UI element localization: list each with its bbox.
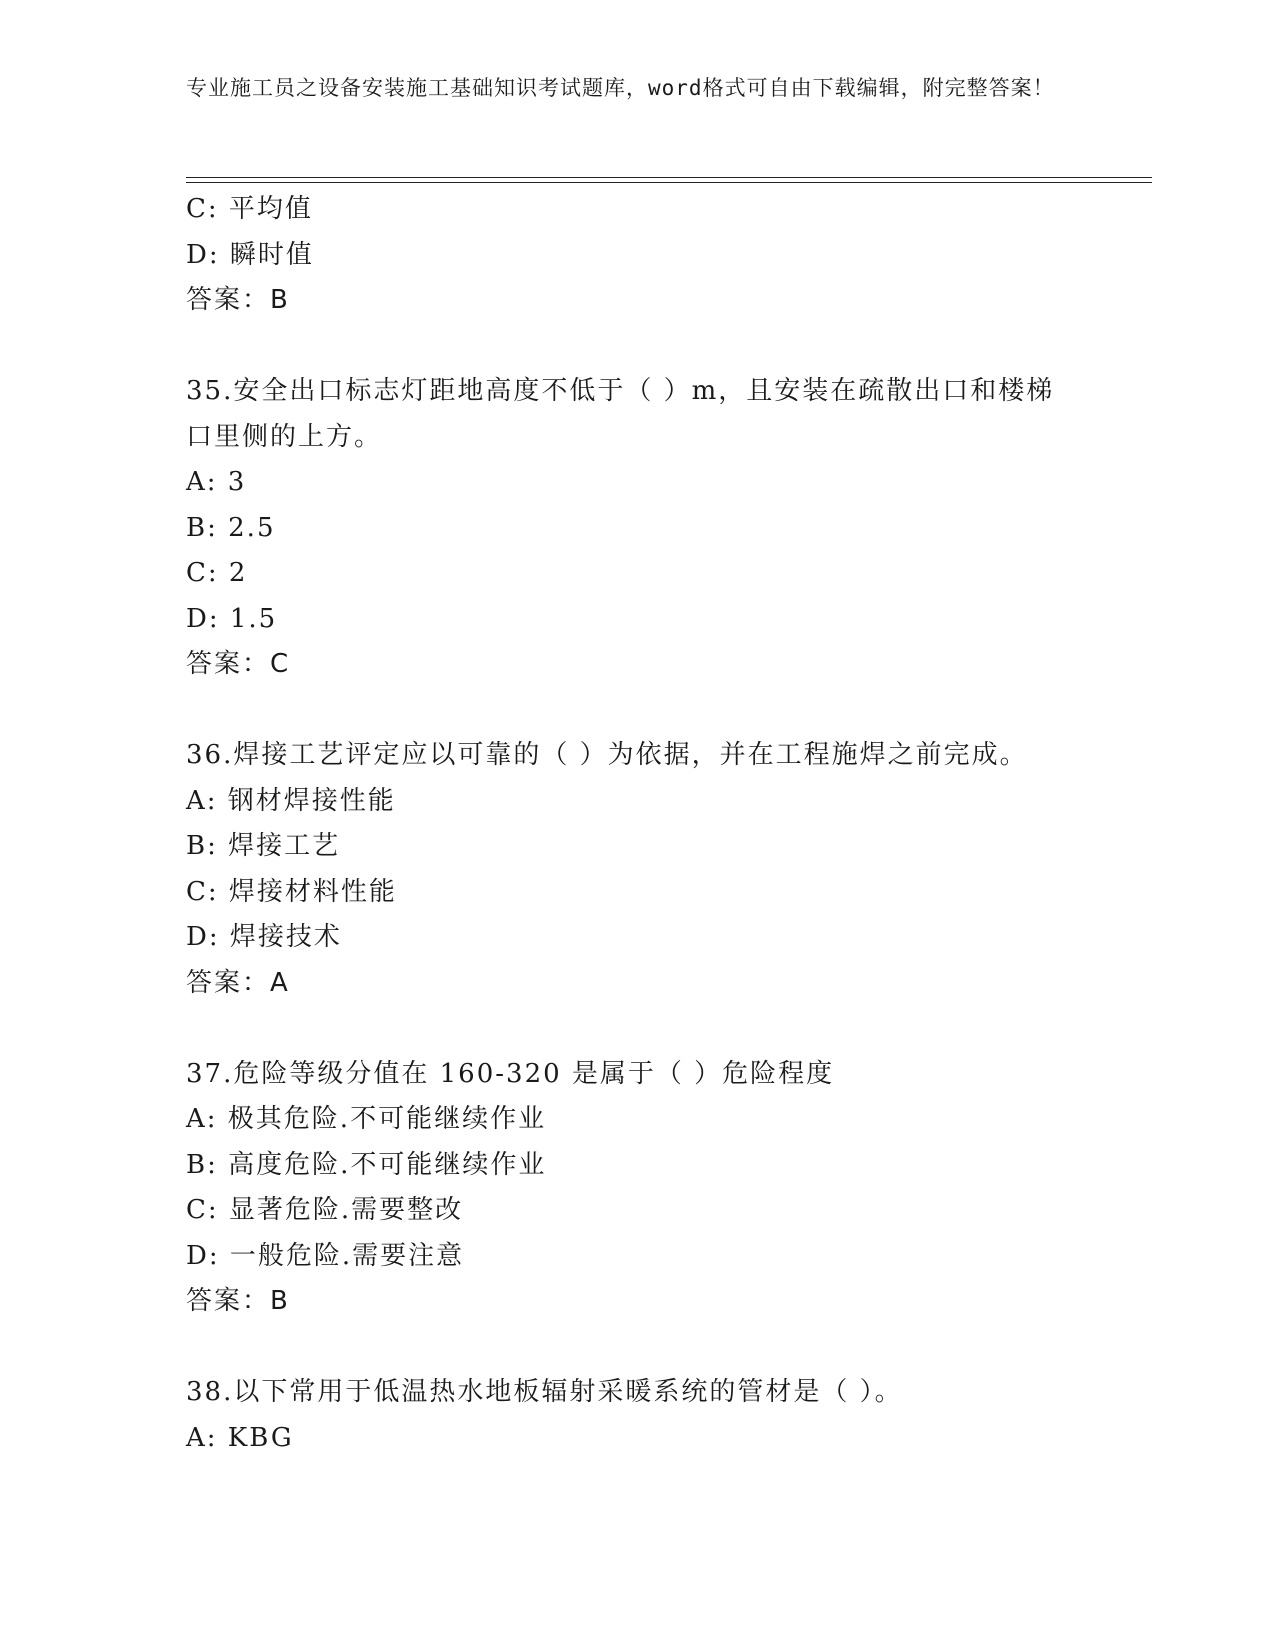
question-37 — [186, 1052, 1106, 1325]
header-divider-top — [186, 177, 1152, 178]
spacer — [186, 1325, 1106, 1371]
option-item: A: 极其危险.不可能继续作业 — [186, 1104, 547, 1134]
spacer — [186, 1006, 1106, 1052]
question-text: 35.安全出口标志灯距地高度不低于（ ）m，且安装在疏散出口和楼梯 — [186, 376, 1055, 406]
question-text: 38.以下常用于低温热水地板辐射采暖系统的管材是（ ）。 — [186, 1377, 903, 1407]
answer-line: 答案：B — [186, 1286, 290, 1316]
header-divider-bottom — [186, 182, 1152, 183]
option-item: A: 钢材焊接性能 — [186, 785, 396, 816]
option-item: D: 焊接技术 — [186, 922, 342, 952]
question-text: 36.焊接工艺评定应以可靠的（ ）为依据，并在工程施焊之前完成。 — [186, 740, 1028, 770]
option-item: A: 3 — [186, 467, 247, 497]
question-text: 口里侧的上方。 — [186, 421, 383, 452]
option-item: D: 一般危险.需要注意 — [186, 1240, 465, 1271]
answer-line: 答案：C — [186, 649, 291, 679]
answer-line: 答案：B — [186, 285, 290, 315]
document-header — [186, 72, 1066, 104]
option-item: C: 2 — [186, 558, 248, 588]
question-text: 37.危险等级分值在 160-320 是属于（ ）危险程度 — [186, 1058, 835, 1089]
question-list — [186, 187, 1106, 1461]
option-item: C: 平均值 — [186, 194, 313, 224]
option-item: A: KBG — [186, 1422, 294, 1453]
option-item: C: 焊接材料性能 — [186, 876, 397, 907]
option-item: C: 显著危险.需要整改 — [186, 1195, 464, 1225]
option-item: B: 高度危险.不可能继续作业 — [186, 1149, 547, 1180]
answer-line: 答案：A — [186, 967, 290, 998]
option-item: D: 瞬时值 — [186, 239, 314, 270]
option-item: D: 1.5 — [186, 603, 278, 634]
header-title: 专业施工员之设备安装施工基础知识考试题库，word格式可自由下载编辑，附完整答案！ — [186, 76, 1055, 100]
spacer — [186, 688, 1106, 734]
option-item: B: 2.5 — [186, 512, 276, 543]
option-item: B: 焊接工艺 — [186, 831, 341, 861]
question-35 — [186, 369, 1106, 688]
question-38 — [186, 1370, 1106, 1461]
question-36 — [186, 733, 1106, 1006]
spacer — [186, 324, 1106, 370]
